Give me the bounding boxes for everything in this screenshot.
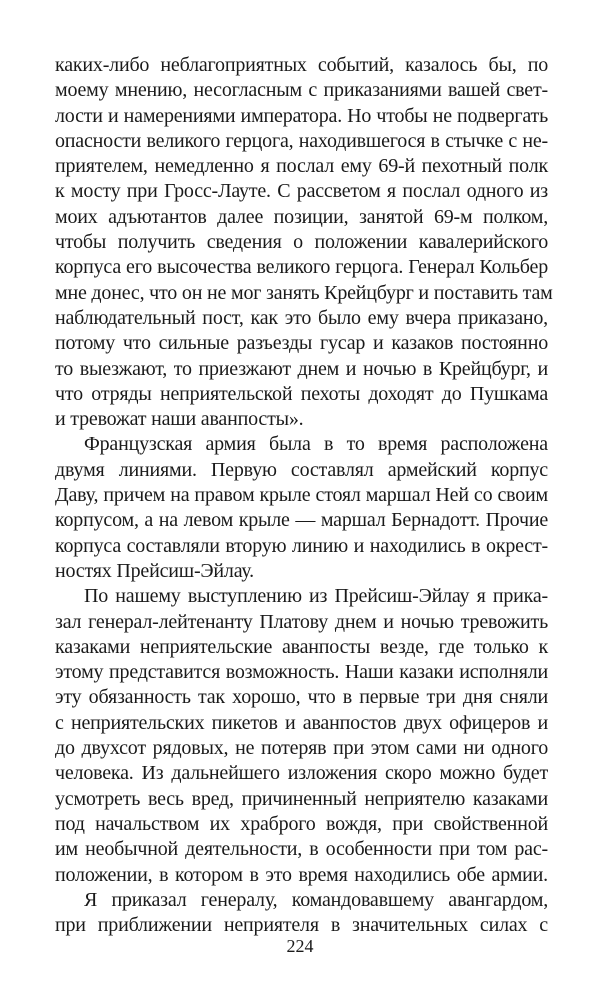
text-line: до двухсот рядовых, не потеряв при этом сами ни одного (55, 737, 548, 760)
text-line: казаками неприятельские аванпосты везде, где только к (55, 635, 548, 658)
text-line: приятелем, немедленно я послал ему 69-й пехотный полк (55, 155, 548, 178)
text-line: моему мнению, несогласным с приказаниями вашей свет- (55, 79, 548, 102)
text-line: мне донес, что он не мог занять Крейцбург и поставить там (55, 281, 553, 304)
text-line: По нашему выступлению из Прейсиш-Эйлау я прика- (84, 585, 548, 608)
text-line: то выезжают, то приезжают днем и ночью в Крейцбург, и (55, 357, 548, 380)
text-line: положении, в котором в это время находились обе армии. (55, 863, 548, 886)
text-line: им необычной деятельности, в особенности при том рас- (55, 838, 548, 861)
text-line: наблюдательный пост, как это было ему вчера приказано, (55, 306, 548, 329)
text-line: Я приказал генералу, командовавшему авангардом, (84, 888, 548, 911)
paragraph-1 (55, 53, 553, 432)
text-line: чтобы получить сведения о положении кавалерийского (55, 231, 548, 254)
text-line: опасности великого герцога, находившегося в стычке с не- (55, 129, 548, 152)
page-number: 224 (286, 936, 314, 956)
paragraph-4 (55, 888, 548, 939)
text-line: этому представится возможность. Наши казаки исполняли (55, 661, 548, 684)
text-line: и тревожат наши аванпосты». (55, 408, 304, 431)
text-line: корпусом, а на левом крыле — маршал Бернадотт. Прочие (55, 509, 548, 532)
text-line: что отряды неприятельской пехоты доходят до Пушкама (55, 382, 548, 405)
text-line: потому что сильные разъезды гусар и казаков постоянно (55, 332, 548, 355)
text-line: усмотреть весь вред, причиненный неприятелю казаками (55, 787, 548, 810)
book-page-text (55, 53, 553, 938)
text-line: человека. Из дальнейшего изложения скоро можно будет (55, 762, 548, 785)
text-line: зал генерал-лейтенанту Платову днем и ночью тревожить (55, 610, 548, 633)
paragraph-2 (55, 432, 548, 584)
text-line: каких-либо неблагоприятных событий, казалось бы, по (55, 54, 548, 76)
text-line: лости и намерениями императора. Но чтобы не подвергать (55, 104, 548, 127)
text-line: корпуса его высочества великого герцога. Генерал Кольбер (55, 256, 548, 279)
text-line: корпуса составляли вторую линию и находились в окрест- (55, 534, 548, 557)
paragraph-3 (55, 584, 548, 888)
text-line: с неприятельских пикетов и аванпостов двух офицеров и (55, 711, 548, 734)
text-line: ностях Прейсиш-Эйлау. (55, 559, 254, 582)
text-line: Даву, причем на правом крыле стоял маршал Ней со своим (55, 484, 548, 507)
text-line: моих адъютантов далее позиции, занятой 69-м полком, (55, 205, 548, 228)
text-line: Французская армия была в то время расположена (84, 433, 548, 456)
text-line: двумя линиями. Первую составлял армейский корпус (55, 458, 548, 481)
text-line: к мосту при Гросс-Лауте. С рассветом я послал одного из (55, 180, 548, 203)
text-line: при приближении неприятеля в значительных силах с (55, 914, 548, 937)
text-line: эту обязанность так хорошо, что в первые три дня сняли (55, 686, 548, 709)
text-line: под начальством их храброго вождя, при свойственной (55, 812, 548, 835)
